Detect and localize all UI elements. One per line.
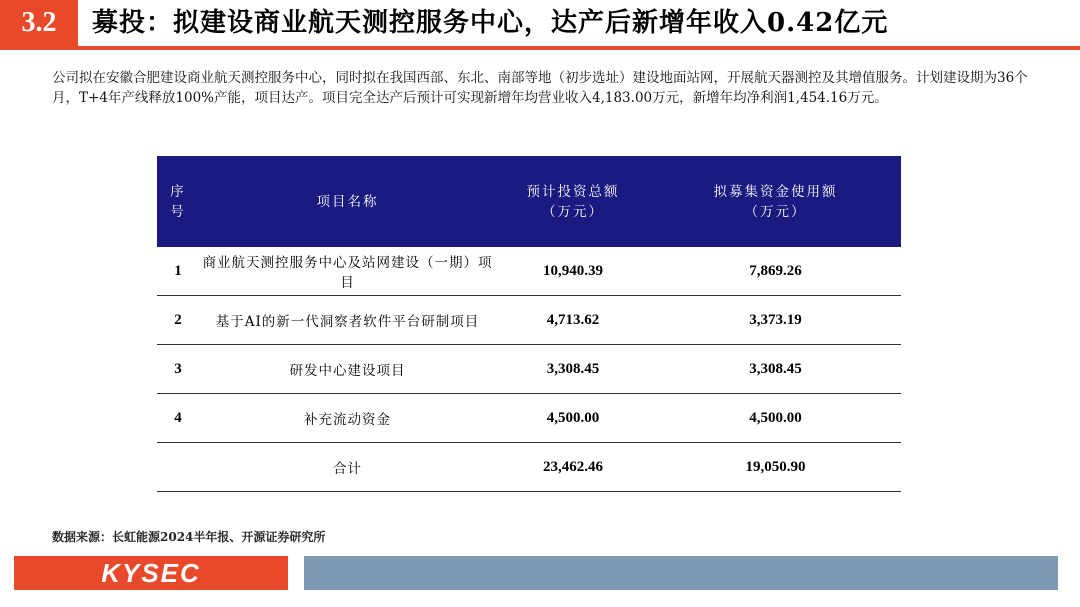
- table-header-row: [157, 156, 901, 247]
- table-row: [157, 247, 901, 296]
- row-total: 3,308.45: [496, 345, 650, 394]
- section-number: 3.2: [0, 0, 78, 46]
- total-total: 23,462.46: [496, 443, 650, 492]
- page-title: 募投：拟建设商业航天测控服务中心，达产后新增年收入0.42亿元: [92, 8, 889, 38]
- row-total: 4,713.62: [496, 296, 650, 345]
- row-raise: 3,308.45: [650, 345, 901, 394]
- table-row: [157, 296, 901, 345]
- row-raise: 3,373.19: [650, 296, 901, 345]
- project-table: [157, 156, 893, 492]
- header-idx-line1: 序: [170, 183, 186, 200]
- total-raise: 19,050.90: [650, 443, 901, 492]
- row-idx: 3: [157, 345, 199, 394]
- intro-paragraph: 公司拟在安徽合肥建设商业航天测控服务中心，同时拟在我国西部、东北、南部等地（初步选址）建设地面站网，开展航天器测控及其增值服务。计划建设期为36个月，T+4年产线释放100%产能，项目达产。项目完全达产后预计可实现新增年均营业收入4,183.00万元，新增年均净利润1,454.16万元。: [52, 70, 1028, 106]
- row-total: 4,500.00: [496, 394, 650, 443]
- header-raise-line2: （万元）: [744, 203, 807, 220]
- header-total-line2: （万元）: [542, 203, 604, 220]
- table-row: [157, 394, 901, 443]
- total-idx: [157, 443, 199, 492]
- row-raise: 4,500.00: [650, 394, 901, 443]
- table-total-row: [157, 443, 901, 492]
- header-raise: [650, 156, 901, 247]
- header-idx-line2: 号: [170, 203, 186, 220]
- row-name: 基于AI的新一代洞察者软件平台研制项目: [199, 296, 496, 345]
- header-total-line1: 预计投资总额: [526, 183, 620, 200]
- kysec-logo: KYSEC: [14, 556, 288, 590]
- row-idx: 2: [157, 296, 199, 345]
- header-idx: [157, 156, 199, 247]
- footer-bar: [304, 556, 1058, 590]
- header-raise-line1: 拟募集资金使用额: [713, 183, 838, 200]
- row-idx: 4: [157, 394, 199, 443]
- header: [0, 0, 1080, 50]
- row-name: 研发中心建设项目: [199, 345, 496, 394]
- table-row: [157, 345, 901, 394]
- row-name: 补充流动资金: [199, 394, 496, 443]
- header-rule: [0, 46, 1080, 50]
- row-idx: 1: [157, 247, 199, 296]
- header-name: 项目名称: [316, 193, 379, 210]
- data-source: 数据来源：长虹能源2024半年报、开源证券研究所: [52, 530, 326, 544]
- header-total: [496, 156, 650, 247]
- total-label: 合计: [199, 443, 496, 492]
- row-total: 10,940.39: [496, 247, 650, 296]
- row-raise: 7,869.26: [650, 247, 901, 296]
- row-name: 商业航天测控服务中心及站网建设（一期）项目: [199, 247, 496, 296]
